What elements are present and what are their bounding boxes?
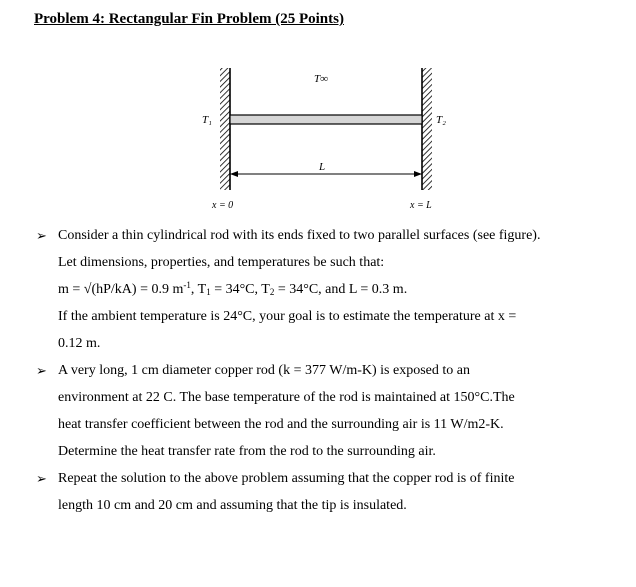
bullet-2 [36, 357, 626, 465]
problem-title: Problem 4: Rectangular Fin Problem (25 Points) [34, 11, 344, 27]
arrow-bullet-icon: ➢ [36, 363, 47, 378]
bullet-1-line-5: 0.12 m. [58, 336, 101, 351]
bullet-2-line-3: heat transfer coefficient between the rod and the surrounding air is 11 W/m2-K. [58, 417, 504, 432]
rod [230, 115, 422, 124]
fin-figure [190, 60, 450, 220]
rod-diagram [190, 60, 450, 220]
bullet-1 [36, 222, 626, 357]
t2-label: T₂ [436, 114, 446, 126]
t1-label: T₁ [202, 114, 212, 126]
problem-bullets [36, 222, 626, 519]
arrow-bullet-icon: ➢ [36, 471, 47, 486]
arrow-bullet-icon: ➢ [36, 228, 47, 243]
bullet-1-line-1: Consider a thin cylindrical rod with its ends fixed to two parallel surfaces (see figure). [58, 228, 541, 243]
left-wall [220, 68, 230, 190]
bullet-2-line-2: environment at 22 C. The base temperature of the rod is maintained at 150°C.The [58, 390, 515, 405]
right-wall [422, 68, 432, 190]
bullet-1-line-2: Let dimensions, properties, and temperatures be such that: [58, 255, 385, 270]
bullet-1-equation: m = √(hP/kA) = 0.9 $m^{-1}$, $T_1 = 34^\circ C$, $T_2 = 34^\circ C$, and L = 0.3 m. [58, 280, 408, 297]
t-infinity-label: T∞ [314, 73, 328, 85]
xL-label: x = L [410, 200, 432, 211]
bullet-2-line-1: A very long, 1 cm diameter copper rod (k = 377 W/m-K) is exposed to an [58, 363, 470, 378]
bullet-3-line-2: length 10 cm and 20 cm and assuming that the tip is insulated. [58, 498, 407, 513]
length-label: L [319, 161, 326, 173]
bullet-3-line-1: Repeat the solution to the above problem assuming that the copper rod is of finite [58, 471, 515, 486]
bullet-1-line-4: If the ambient temperature is 24°C, your goal is to estimate the temperature at x = [58, 309, 517, 324]
bullet-2-line-4: Determine the heat transfer rate from the rod to the surrounding air. [58, 444, 436, 459]
bullet-3 [36, 465, 626, 519]
x0-label: x = 0 [212, 200, 234, 211]
